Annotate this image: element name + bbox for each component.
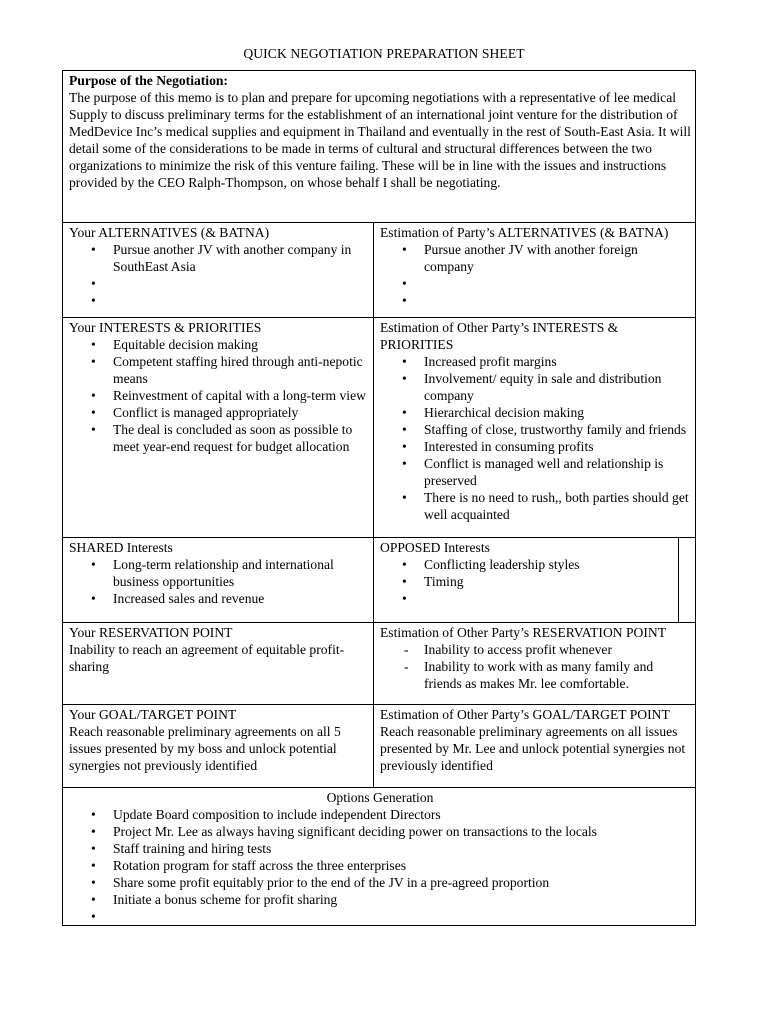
options-cell	[63, 788, 695, 925]
reservation-row	[63, 622, 695, 704]
your-reservation-text: Inability to reach an agreement of equitable profit-sharing	[69, 642, 345, 674]
list-item: • Involvement/ equity in sale and distribution company	[424, 370, 691, 404]
list-item: • Conflicting leadership styles	[424, 556, 691, 573]
list-item	[113, 292, 369, 309]
list-item: • Reinvestment of capital with a long-term view	[113, 387, 369, 404]
your-goal-cell	[63, 705, 374, 787]
shared-interests-cell	[63, 538, 374, 622]
list-item: • Conflict is managed appropriately	[113, 404, 369, 421]
options-list	[69, 806, 691, 925]
list-item	[424, 292, 691, 309]
your-reservation-cell	[63, 623, 374, 704]
opposed-interests-list	[380, 556, 691, 607]
list-item	[113, 275, 369, 292]
list-item: • Update Board composition to include independent Directors	[113, 806, 691, 823]
list-item: • Increased profit margins	[424, 353, 691, 370]
list-item: • Hierarchical decision making	[424, 404, 691, 421]
list-item: • Timing	[424, 573, 691, 590]
party-alternatives-heading: Estimation of Party’s ALTERNATIVES (& BATNA)	[380, 225, 669, 240]
your-alternatives-list	[69, 241, 369, 309]
your-goal-heading: Your GOAL/TARGET POINT	[69, 707, 237, 722]
shared-opposed-row	[63, 537, 695, 622]
party-reservation-cell	[374, 623, 695, 704]
purpose-cell	[63, 71, 695, 222]
list-item	[424, 590, 691, 607]
options-heading: Options Generation	[326, 790, 434, 805]
preparation-sheet-table	[62, 70, 696, 926]
list-item: • Rotation program for staff across the three enterprises	[113, 857, 691, 874]
purpose-row	[63, 71, 695, 222]
goal-row	[63, 704, 695, 787]
list-item: • Pursue another JV with another foreign company	[424, 241, 691, 275]
party-alternatives-cell	[374, 223, 695, 317]
your-reservation-heading: Your RESERVATION POINT	[69, 625, 233, 640]
list-item	[424, 275, 691, 292]
shared-interests-heading: SHARED Interests	[69, 540, 173, 555]
list-item: • Conflict is managed well and relationship is preserved	[424, 455, 691, 489]
page-title: QUICK NEGOTIATION PREPARATION SHEET	[243, 46, 525, 61]
purpose-heading: Purpose of the Negotiation:	[69, 73, 228, 88]
party-interests-heading: Estimation of Other Party’s INTERESTS & PRIORITIES	[380, 320, 619, 352]
list-item: • Long-term relationship and international business opportunities	[113, 556, 369, 590]
alternatives-row	[63, 222, 695, 317]
list-item: • Staffing of close, trustworthy family and friends	[424, 421, 691, 438]
list-item: - Inability to work with as many family and friends as makes Mr. lee comfortable.	[424, 658, 691, 692]
your-interests-list	[69, 336, 369, 455]
list-item: • Equitable decision making	[113, 336, 369, 353]
party-goal-cell	[374, 705, 695, 787]
your-alternatives-cell	[63, 223, 374, 317]
party-reservation-heading: Estimation of Other Party’s RESERVATION POINT	[380, 625, 667, 640]
list-item: • The deal is concluded as soon as possible to meet year-end request for budget allocation	[113, 421, 369, 455]
party-reservation-list	[380, 641, 691, 692]
list-item: - Inability to access profit whenever	[424, 641, 691, 658]
party-goal-text: Reach reasonable preliminary agreements on all issues presented by Mr. Lee and unlock potential synergies not previously identified	[380, 724, 686, 773]
opposed-interests-heading: OPPOSED Interests	[380, 540, 490, 555]
interests-row	[63, 317, 695, 537]
options-row	[63, 787, 695, 925]
list-item: • Interested in consuming profits	[424, 438, 691, 455]
list-item: • Project Mr. Lee as always having significant deciding power on transactions to the locals	[113, 823, 691, 840]
shared-interests-list	[69, 556, 369, 607]
list-item: • Competent staffing hired through anti-nepotic means	[113, 353, 369, 387]
party-alternatives-list	[380, 241, 691, 309]
list-item: • Staff training and hiring tests	[113, 840, 691, 857]
your-alternatives-heading: Your ALTERNATIVES (& BATNA)	[69, 225, 270, 240]
party-goal-heading: Estimation of Other Party’s GOAL/TARGET POINT	[380, 707, 670, 722]
list-item: • Initiate a bonus scheme for profit sharing	[113, 891, 691, 908]
purpose-text: The purpose of this memo is to plan and prepare for upcoming negotiations with a representative of lee medical Supply to discuss preliminary terms for the establishment of an international joint venture for the distribution of MedDevice Inc’s medical supplies and equipment in Thailand and eventually in the rest of South-East Asia. It will detail some of the considerations to be made in terms of cultural and structural differences between the two organizations to minimize the risk of this venture failing. These will be in line with the issues and instructions provided by the CEO Ralph-Thompson, on whose behalf I shall be negotiating.	[69, 90, 691, 190]
list-item: • There is no need to rush,, both parties should get well acquainted	[424, 489, 691, 523]
your-interests-heading: Your INTERESTS & PRIORITIES	[69, 320, 262, 335]
your-interests-cell	[63, 318, 374, 537]
list-item: • Pursue another JV with another company in SouthEast Asia	[113, 241, 369, 275]
opposed-interests-cell	[374, 538, 695, 622]
list-item: • Increased sales and revenue	[113, 590, 369, 607]
party-interests-list	[380, 353, 691, 523]
list-item: • Share some profit equitably prior to the end of the JV in a pre-agreed proportion	[113, 874, 691, 891]
your-goal-text: Reach reasonable preliminary agreements on all 5 issues presented by my boss and unlock potential synergies not previously identified	[69, 724, 341, 773]
party-interests-cell	[374, 318, 695, 537]
list-item	[113, 908, 691, 925]
